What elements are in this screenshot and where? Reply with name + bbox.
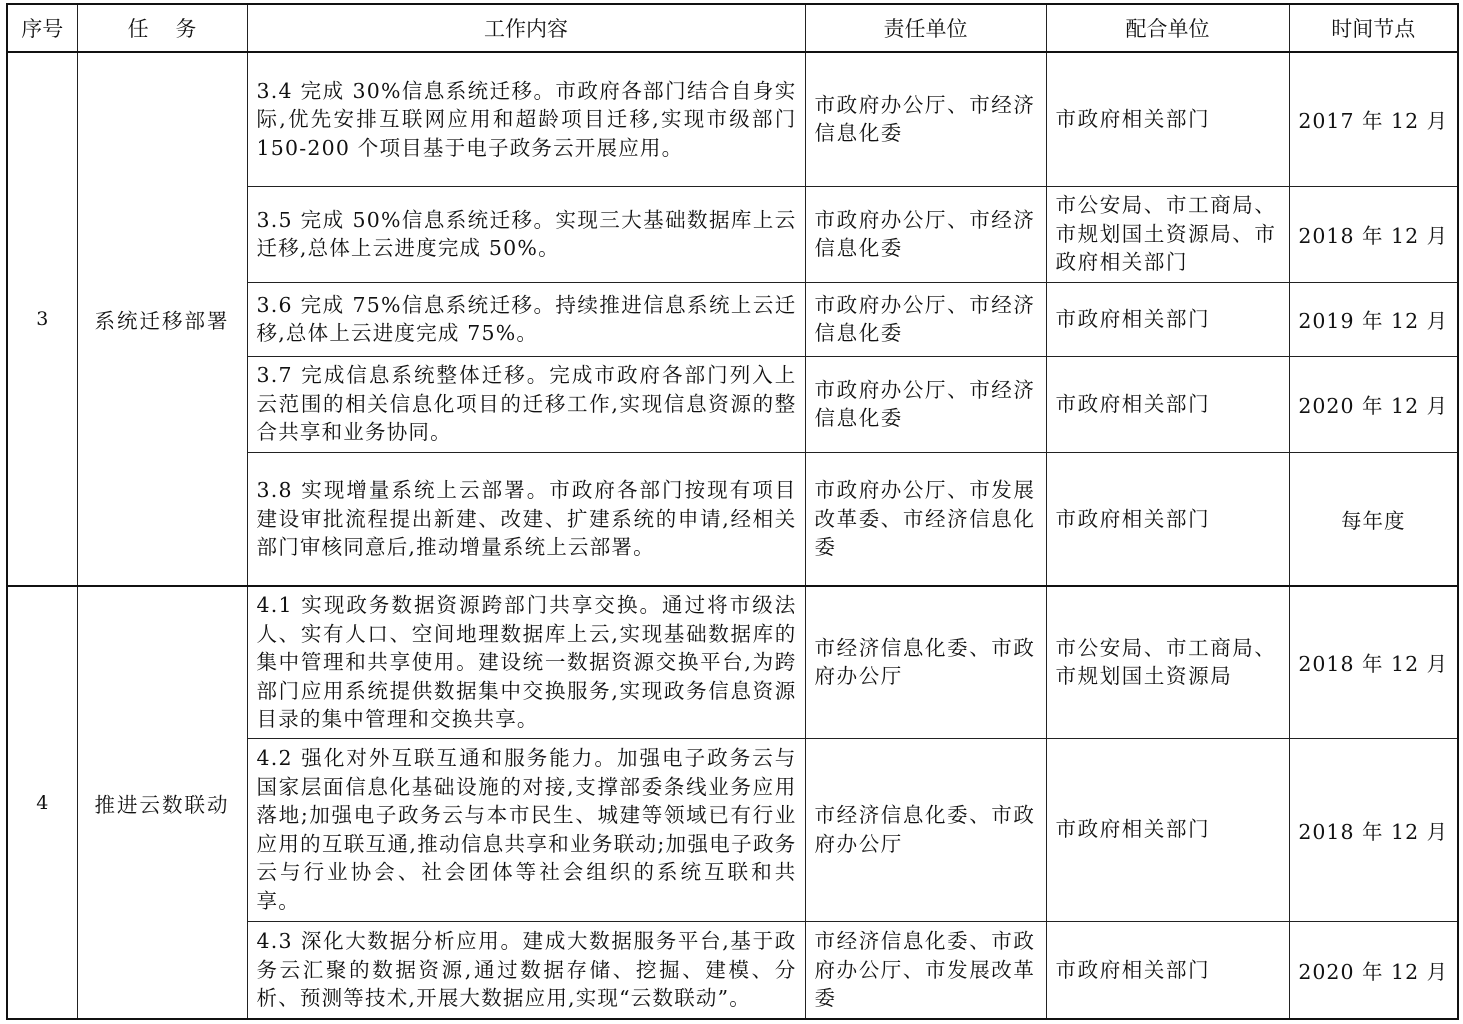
work-content: 4.1 实现政务数据资源跨部门共享交换。通过将市级法人、实有人口、空间地理数据库上云,实现基础数据库的集中管理和共享使用。建设统一数据资源交换平台,为跨部门应用系统提供数据集中交换服务,实现政务信息资源目录的集中管理和交换共享。 [247,586,805,738]
cooperating-unit: 市政府相关部门 [1046,282,1289,356]
deadline: 2018 年 12 月 [1289,586,1458,738]
cooperating-unit: 市政府相关部门 [1046,738,1289,921]
header-cell-num: 序号 [7,4,77,52]
work-content: 4.3 深化大数据分析应用。建成大数据服务平台,基于政务云汇聚的数据资源,通过数据存储、挖掘、建模、分析、预测等技术,开展大数据应用,实现“云数联动”。 [247,921,805,1019]
header-cell-deadline: 时间节点 [1289,4,1458,52]
deadline: 2017 年 12 月 [1289,52,1458,186]
work-content: 3.5 完成 50%信息系统迁移。实现三大基础数据库上云迁移,总体上云进度完成 50%。 [247,186,805,282]
header-cell-content: 工作内容 [247,4,805,52]
header-row [7,4,1458,52]
work-content: 3.8 实现增量系统上云部署。市政府各部门按现有项目建设审批流程提出新建、改建、扩建系统的申请,经相关部门审核同意后,推动增量系统上云部署。 [247,452,805,586]
responsible-unit: 市政府办公厅、市经济信息化委 [805,186,1046,282]
group-number: 3 [7,52,77,586]
task-table-wrapper [6,3,1459,1020]
deadline: 2020 年 12 月 [1289,921,1458,1019]
cooperating-unit: 市公安局、市工商局、市规划国土资源局 [1046,586,1289,738]
deadline: 2020 年 12 月 [1289,356,1458,452]
table-row [7,586,1458,738]
deadline: 每年度 [1289,452,1458,586]
responsible-unit: 市政府办公厅、市经济信息化委 [805,356,1046,452]
deadline: 2018 年 12 月 [1289,738,1458,921]
responsible-unit: 市政府办公厅、市经济信息化委 [805,282,1046,356]
work-content: 3.7 完成信息系统整体迁移。完成市政府各部门列入上云范围的相关信息化项目的迁移工作,实现信息资源的整合共享和业务协同。 [247,356,805,452]
table-row [7,52,1458,186]
task-table [6,3,1459,1020]
cooperating-unit: 市政府相关部门 [1046,52,1289,186]
responsible-unit: 市经济信息化委、市政府办公厅、市发展改革委 [805,921,1046,1019]
header-cell-responsible: 责任单位 [805,4,1046,52]
responsible-unit: 市政府办公厅、市发展改革委、市经济信息化委 [805,452,1046,586]
work-content: 3.4 完成 30%信息系统迁移。市政府各部门结合自身实际,优先安排互联网应用和超龄项目迁移,实现市级部门 150-200 个项目基于电子政务云开展应用。 [247,52,805,186]
work-content: 4.2 强化对外互联互通和服务能力。加强电子政务云与国家层面信息化基础设施的对接,支撑部委条线业务应用落地;加强电子政务云与本市民生、城建等领域已有行业应用的互联互通,推动信息共享和业务联动;加强电子政务云与行业协会、社会团体等社会组织的系统互联和共享。 [247,738,805,921]
deadline: 2018 年 12 月 [1289,186,1458,282]
cooperating-unit: 市政府相关部门 [1046,921,1289,1019]
responsible-unit: 市政府办公厅、市经济信息化委 [805,52,1046,186]
header-cell-cooperating: 配合单位 [1046,4,1289,52]
cooperating-unit: 市政府相关部门 [1046,452,1289,586]
group-task: 推进云数联动 [77,586,247,1019]
responsible-unit: 市经济信息化委、市政府办公厅 [805,738,1046,921]
responsible-unit: 市经济信息化委、市政府办公厅 [805,586,1046,738]
cooperating-unit: 市公安局、市工商局、市规划国土资源局、市政府相关部门 [1046,186,1289,282]
group-task: 系统迁移部署 [77,52,247,586]
deadline: 2019 年 12 月 [1289,282,1458,356]
cooperating-unit: 市政府相关部门 [1046,356,1289,452]
group-number: 4 [7,586,77,1019]
work-content: 3.6 完成 75%信息系统迁移。持续推进信息系统上云迁移,总体上云进度完成 75%。 [247,282,805,356]
header-cell-task: 任 务 [77,4,247,52]
